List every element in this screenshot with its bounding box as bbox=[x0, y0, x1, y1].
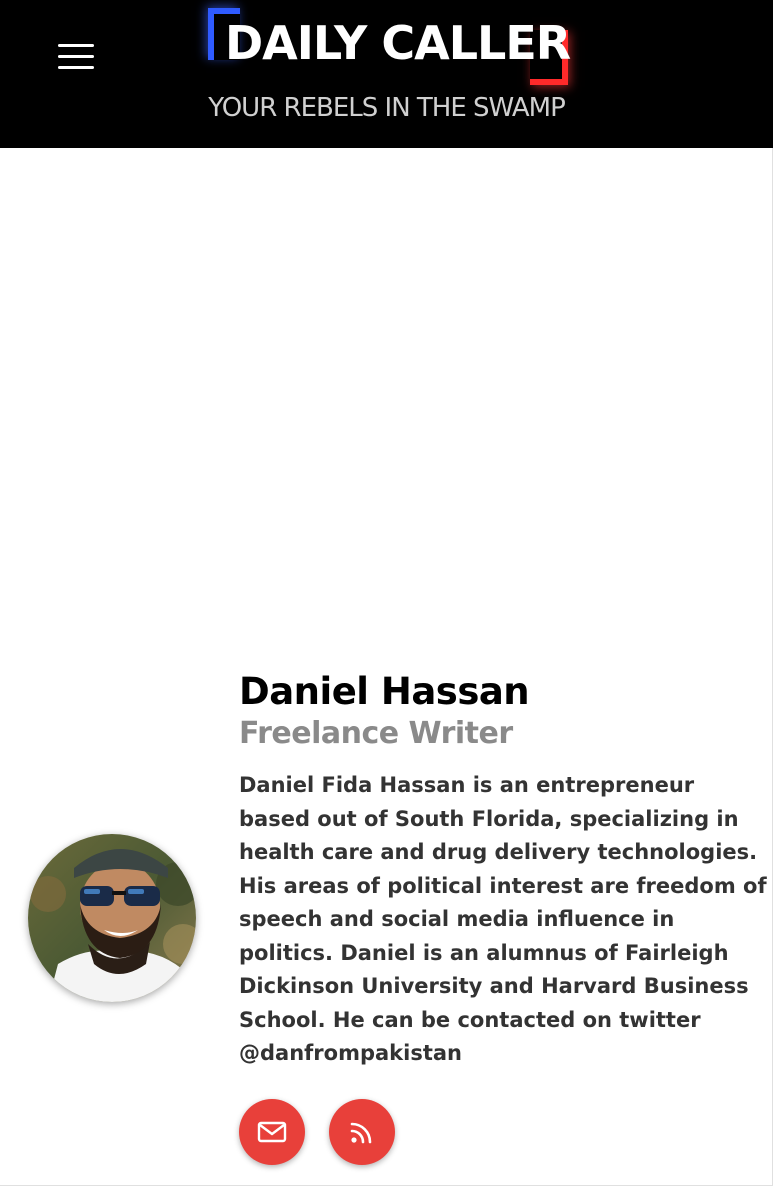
bio-line: based out of South Florida, specializing in bbox=[239, 806, 739, 831]
email-button[interactable] bbox=[239, 1099, 305, 1165]
menu-bar bbox=[58, 55, 94, 58]
author-avatar bbox=[28, 834, 196, 1002]
bottom-divider bbox=[0, 1185, 773, 1186]
bio-line: School. He can be contacted on twitter bbox=[239, 1007, 701, 1032]
menu-bar bbox=[58, 44, 94, 47]
bio-line: Daniel Fida Hassan is an entrepreneur bbox=[239, 773, 695, 797]
bio-line: politics. Daniel is an alumnus of Fairleigh bbox=[239, 940, 729, 965]
bio-line: speech and social media influence in bbox=[239, 907, 675, 931]
rss-feed-icon bbox=[346, 1116, 378, 1148]
bio-line: @danfrompakistan bbox=[239, 1041, 462, 1065]
hamburger-menu-icon[interactable] bbox=[58, 44, 96, 72]
author-name: Daniel Hassan bbox=[239, 670, 530, 713]
rss-button[interactable] bbox=[329, 1099, 395, 1165]
author-photo-icon bbox=[28, 834, 196, 1002]
site-tagline: YOUR REBELS IN THE SWAMP bbox=[208, 93, 565, 123]
site-logo[interactable] bbox=[205, 6, 570, 88]
bio-line: health care and drug delivery technologies. bbox=[239, 840, 758, 864]
site-header bbox=[0, 0, 773, 148]
bio-line: Dickinson University and Harvard Business bbox=[239, 974, 749, 998]
menu-bar bbox=[58, 66, 94, 69]
bio-line: His areas of political interest are freedom of bbox=[239, 873, 767, 898]
author-bio bbox=[239, 769, 767, 1071]
author-role: Freelance Writer bbox=[239, 716, 513, 751]
envelope-icon bbox=[256, 1116, 288, 1148]
logo-text: DAILY CALLER bbox=[225, 16, 571, 70]
